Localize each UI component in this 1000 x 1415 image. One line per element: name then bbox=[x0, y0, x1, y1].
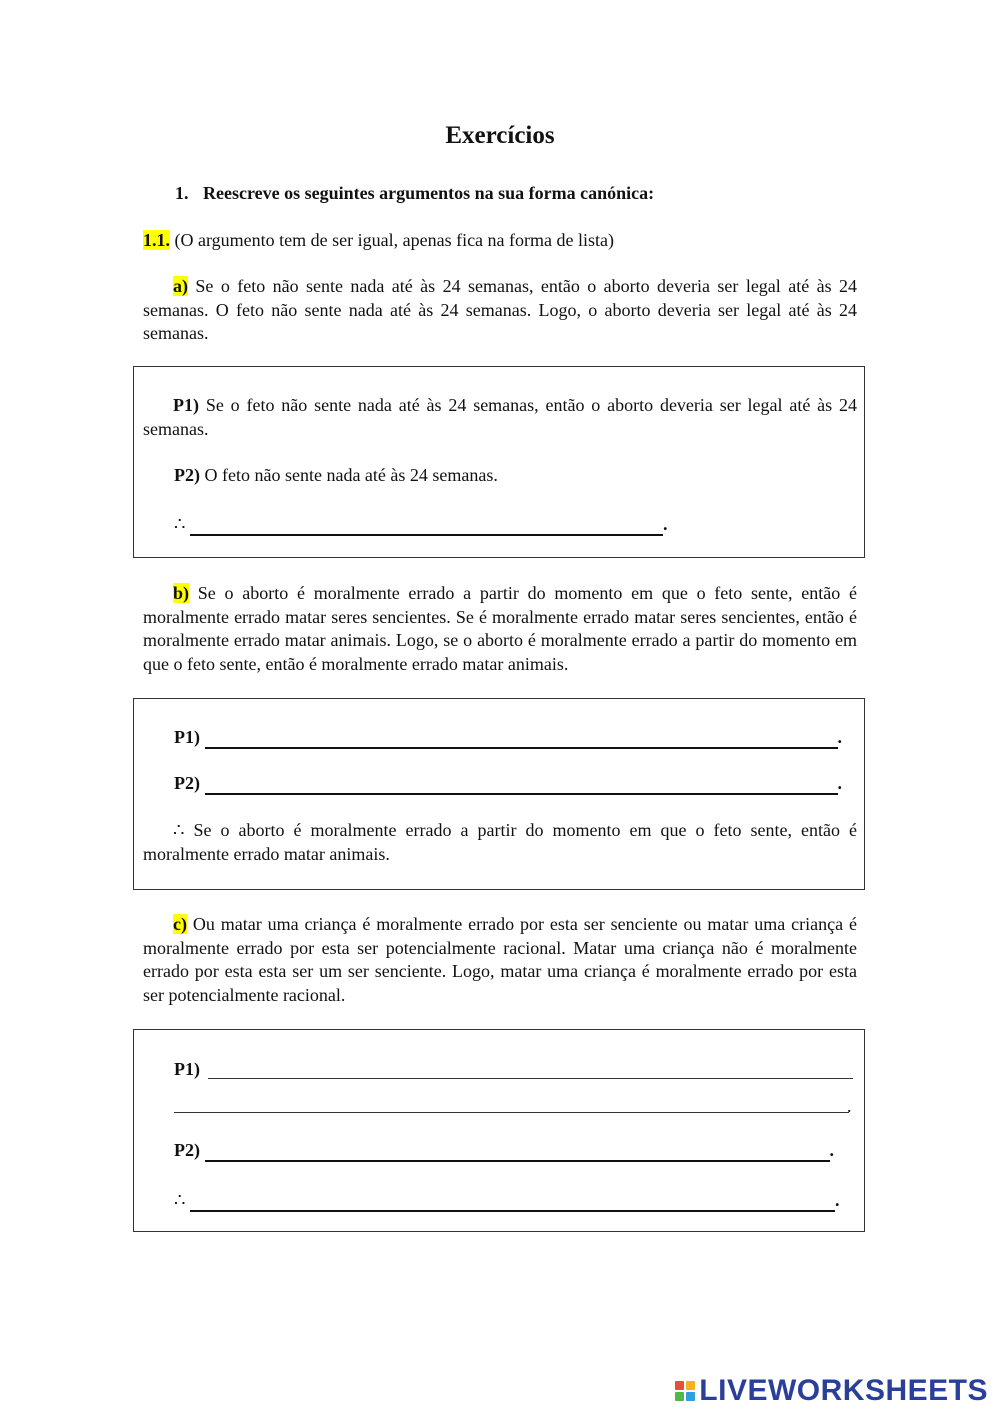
b-p2-blank[interactable] bbox=[205, 775, 838, 795]
therefore-icon: ∴ bbox=[174, 514, 186, 534]
a-p1-text: Se o feto não sente nada até às 24 semanas, então o aborto deveria ser legal até às 24 semanas. bbox=[143, 395, 857, 439]
argument-c-text: Ou matar uma criança é moralmente errado por esta ser senciente ou matar uma criança é moralmente errado por esta ser potencialmente racional. Matar uma criança não é moralmente errado por esta esta ser um ser senciente. Logo, matar uma criança é moralmente errado por esta ser potencialmente racional. bbox=[143, 914, 857, 1005]
b-p2-label: P2) bbox=[174, 773, 200, 793]
b-p2-end: . bbox=[837, 773, 842, 793]
question-text: Reescreve os seguintes argumentos na sua forma canónica: bbox=[203, 183, 655, 203]
brand-name: LIVEWORKSHEETS bbox=[699, 1374, 988, 1407]
answer-box-b bbox=[133, 698, 865, 890]
subsection-number: 1.1. bbox=[143, 230, 170, 250]
brand-watermark bbox=[675, 1373, 988, 1409]
argument-a-text: Se o feto não sente nada até às 24 semanas, então o aborto deveria ser legal até às 24 semanas. O feto não sente nada até às 24 semanas. Logo, o aborto deveria ser legal até às 24 semanas. bbox=[143, 276, 857, 343]
argument-c-label: c) bbox=[173, 914, 187, 934]
a-conclusion-blank[interactable] bbox=[190, 516, 663, 536]
argument-a-label: a) bbox=[173, 276, 188, 296]
b-premise-1 bbox=[174, 725, 842, 749]
answer-box-c bbox=[133, 1029, 865, 1232]
therefore-icon: ∴ bbox=[173, 820, 185, 840]
c-p1-label: P1) bbox=[174, 1059, 200, 1079]
a-conclusion-row bbox=[174, 512, 667, 536]
question-number: 1. bbox=[175, 183, 189, 203]
argument-c bbox=[143, 913, 857, 1007]
brand-logo-icon bbox=[675, 1381, 695, 1401]
a-premise-1 bbox=[143, 394, 857, 441]
c-premise-2 bbox=[174, 1138, 834, 1162]
c-conclusion-end: . bbox=[834, 1190, 840, 1210]
a-conclusion-end: . bbox=[662, 514, 668, 534]
therefore-icon: ∴ bbox=[174, 1190, 186, 1210]
c-p2-blank[interactable] bbox=[205, 1142, 830, 1162]
argument-b-label: b) bbox=[173, 583, 190, 603]
c-premise-1 bbox=[174, 1057, 200, 1081]
page-title: Exercícios bbox=[445, 122, 555, 149]
subsection-note: (O argumento tem de ser igual, apenas fica na forma de lista) bbox=[170, 230, 614, 250]
b-conclusion bbox=[143, 819, 857, 866]
c-p1-end: . bbox=[847, 1096, 852, 1116]
c-p2-label: P2) bbox=[174, 1140, 200, 1160]
argument-b bbox=[143, 582, 857, 676]
b-premise-2 bbox=[174, 771, 842, 795]
c-conclusion-row bbox=[174, 1188, 839, 1212]
c-p1-blank-line-1[interactable] bbox=[208, 1078, 853, 1079]
subsection-heading bbox=[143, 229, 614, 253]
c-conclusion-blank[interactable] bbox=[190, 1192, 835, 1212]
c-p2-end: . bbox=[829, 1140, 834, 1160]
a-premise-2 bbox=[174, 463, 498, 487]
argument-b-text: Se o aborto é moralmente errado a partir do momento em que o feto sente, então é moralmente errado matar seres sencientes. Se é moralmente errado matar seres sencientes, então é moralmente errado matar animais. Logo, se o aborto é moralmente errado a partir do momento em que o feto sente, então é moralmente errado matar animais. bbox=[143, 583, 857, 674]
a-p1-label: P1) bbox=[173, 395, 199, 415]
question-heading bbox=[175, 181, 654, 205]
c-p1-blank-line-2[interactable] bbox=[174, 1112, 849, 1113]
argument-a bbox=[143, 275, 857, 346]
a-p2-label: P2) bbox=[174, 465, 200, 485]
a-p2-text: O feto não sente nada até às 24 semanas. bbox=[200, 465, 498, 485]
b-p1-label: P1) bbox=[174, 727, 200, 747]
b-p1-blank[interactable] bbox=[205, 729, 838, 749]
answer-box-a bbox=[133, 366, 865, 558]
b-p1-end: . bbox=[837, 727, 842, 747]
b-conclusion-text: Se o aborto é moralmente errado a partir do momento em que o feto sente, então é moralmente errado matar animais. bbox=[143, 820, 857, 864]
